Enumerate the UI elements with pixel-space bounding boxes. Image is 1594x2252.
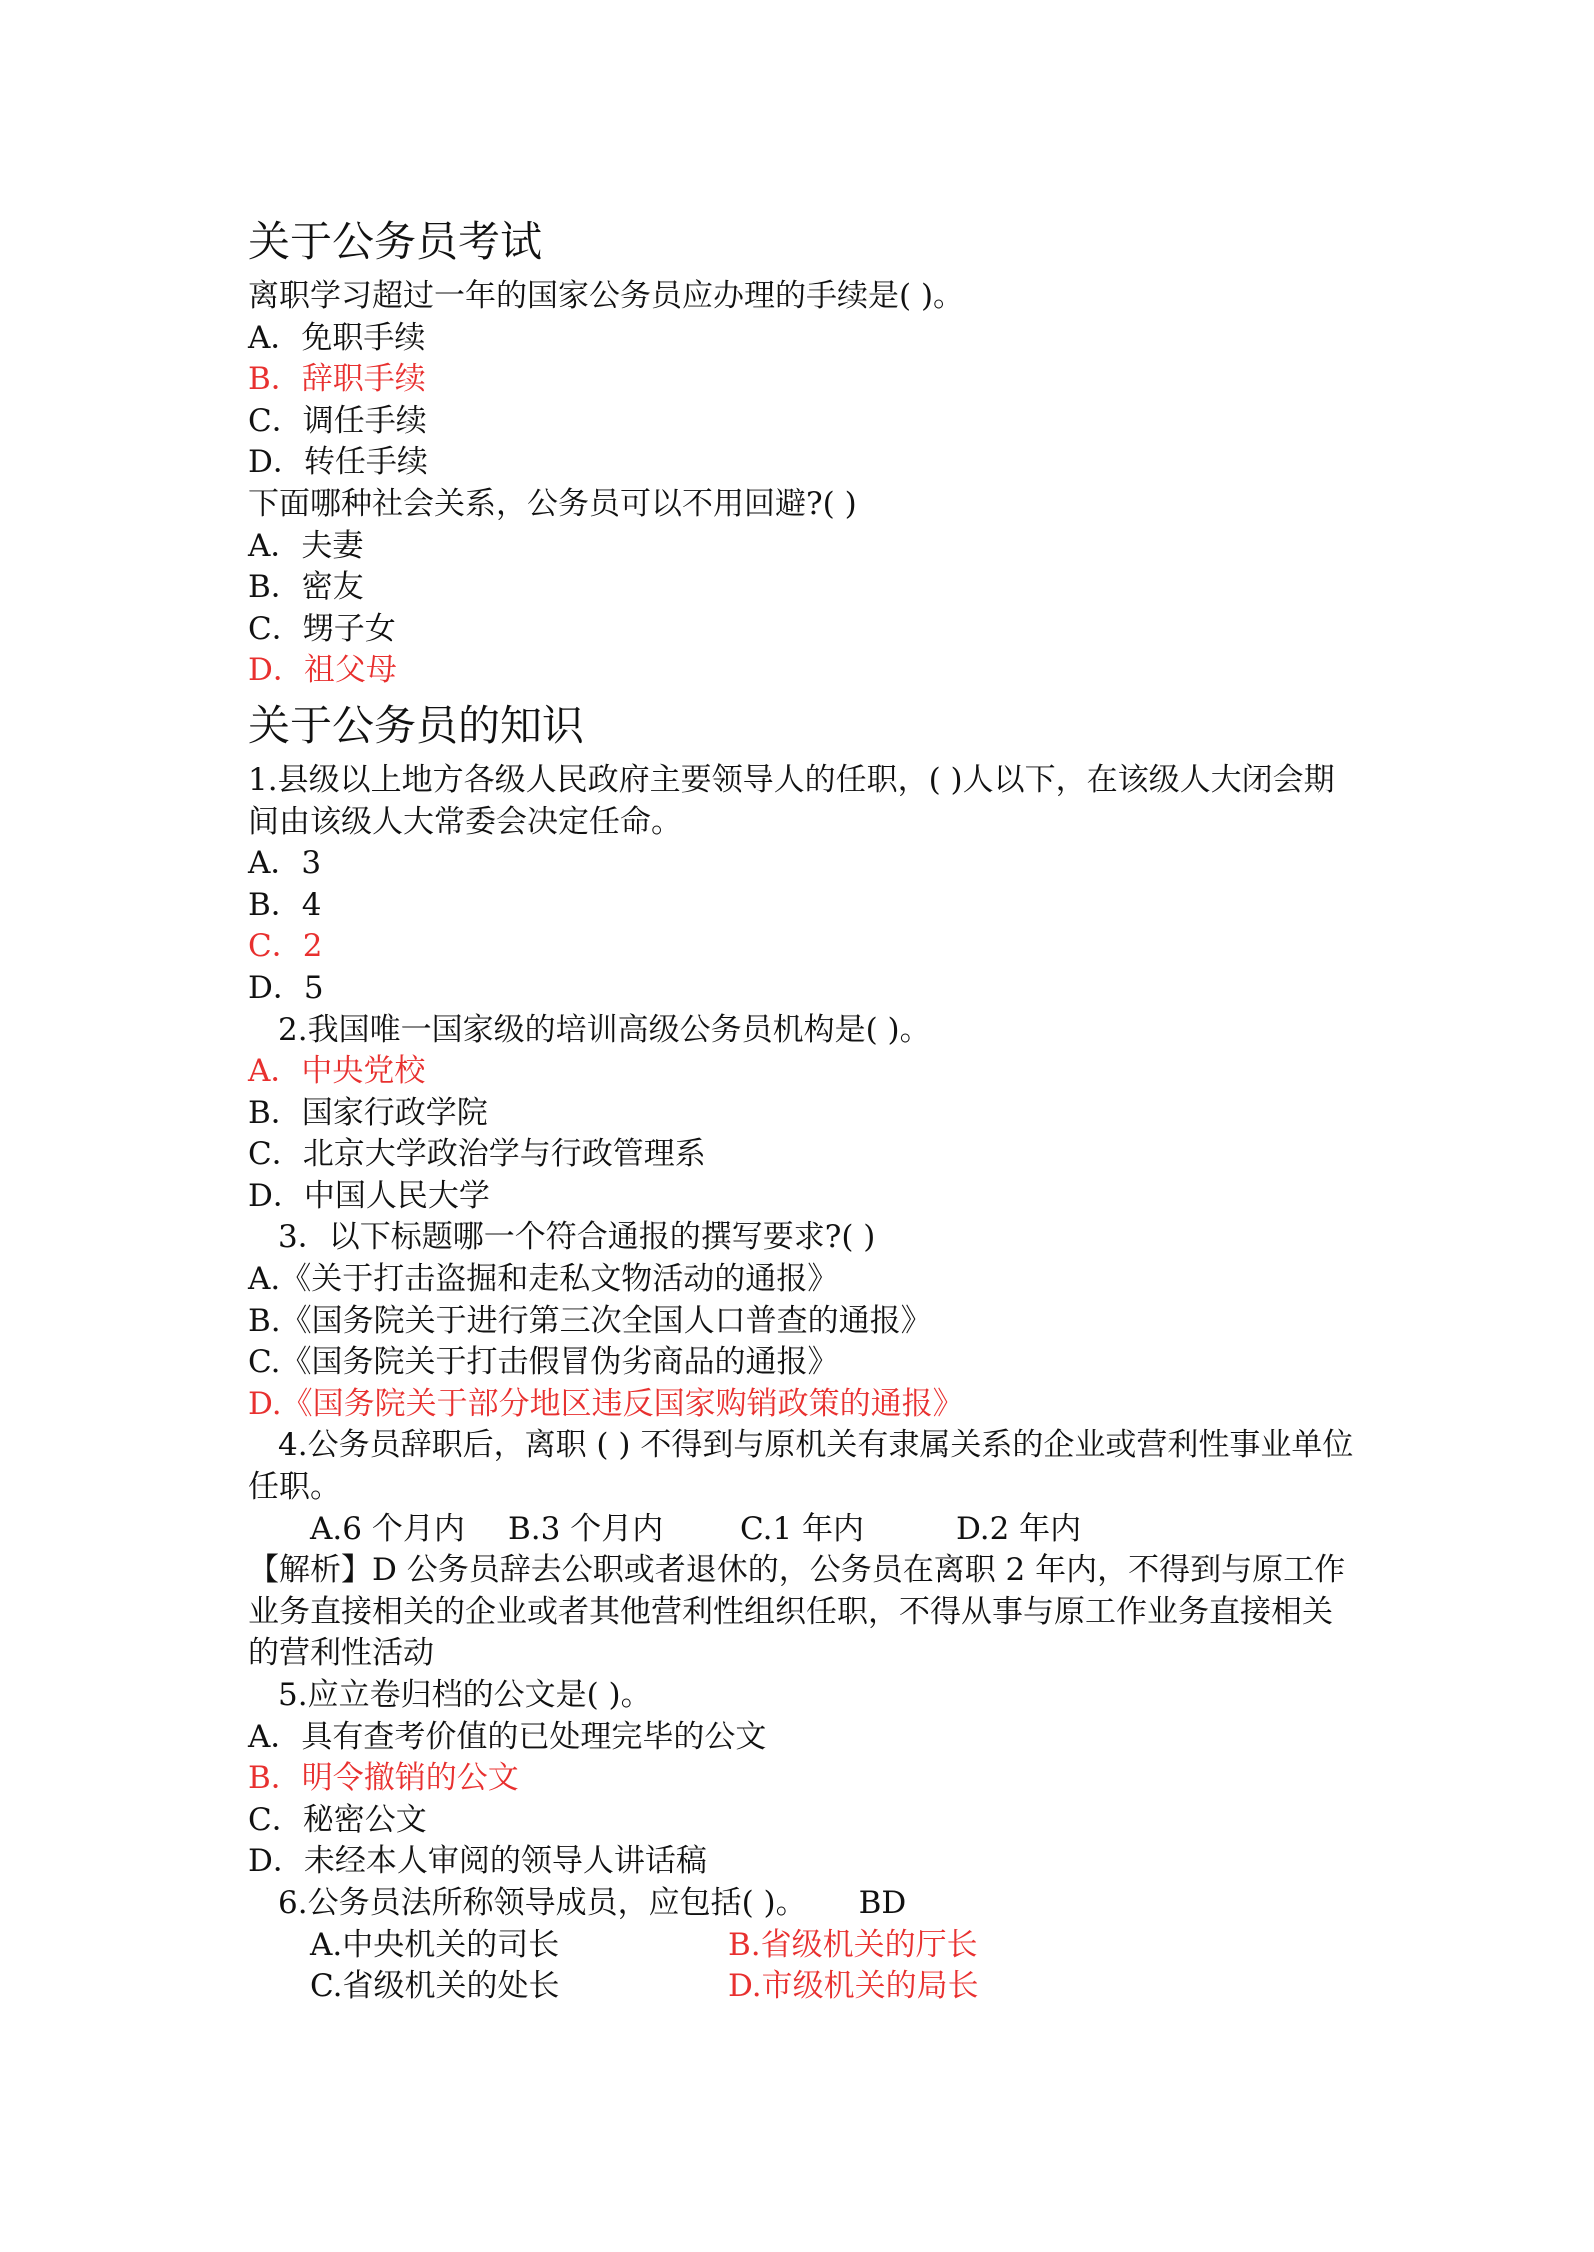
question-stem: 下面哪种社会关系，公务员可以不用回避?( ) (248, 485, 857, 522)
option-c: C.《国务院关于打击假冒伪劣商品的通报》 (248, 1344, 839, 1381)
option-b-answer: B．明令撤销的公文 (248, 1760, 519, 1797)
option-d-answer: D.市级机关的局长 (728, 1968, 979, 2005)
option-b-answer: B.省级机关的厅长 (728, 1926, 978, 1963)
section-title: 关于公务员考试 (248, 217, 543, 266)
option-c: C．秘密公文 (248, 1801, 427, 1838)
option-b: B．国家行政学院 (248, 1094, 488, 1131)
option-a: A．3 (248, 845, 322, 882)
option-d: D．未经本人审阅的领导人讲话稿 (248, 1843, 707, 1880)
question-stem: 离职学习超过一年的国家公务员应办理的手续是( )。 (248, 278, 965, 314)
option-c-answer: C．2 (248, 928, 323, 965)
option-d: D.2 年内 (956, 1510, 1082, 1547)
option-c: C.1 年内 (740, 1510, 865, 1547)
option-b-answer: B．辞职手续 (248, 361, 426, 398)
question-stem-with-answer (248, 1883, 1360, 1925)
option-d: D．5 (248, 969, 324, 1006)
option-c: C．北京大学政治学与行政管理系 (248, 1136, 706, 1173)
question-stem: 1.县级以上地方各级人民政府主要领导人的任职，( )人以下，在该级人大闭会期间由该级人大常委会决定任命。 (248, 761, 1335, 840)
options-row (248, 1925, 1360, 1967)
option-a-answer: A．中央党校 (248, 1053, 426, 1090)
option-d-answer: D.《国务院关于部分地区违反国家购销政策的通报》 (248, 1385, 964, 1422)
option-b: B．密友 (248, 569, 364, 606)
question-stem: 5.应立卷归档的公文是( )。 (278, 1677, 652, 1713)
question-stem: 3．以下标题哪一个符合通报的撰写要求?( ) (278, 1219, 876, 1256)
option-b: B.3 个月内 (508, 1510, 664, 1547)
option-c: C．调任手续 (248, 402, 427, 439)
option-a: A．夫妻 (248, 527, 364, 564)
option-a: A.中央机关的司长 (310, 1926, 560, 1963)
option-d-answer: D．祖父母 (248, 652, 397, 689)
option-a: A.《关于打击盗掘和走私文物活动的通报》 (248, 1261, 839, 1298)
document-body (248, 208, 1360, 2008)
option-a: A．免职手续 (248, 319, 426, 356)
answer-mark: BD (858, 1884, 907, 1921)
option-b: B．4 (248, 886, 322, 923)
options-row (248, 1509, 1360, 1551)
option-c: C．甥子女 (248, 610, 396, 647)
option-b: B.《国务院关于进行第三次全国人口普查的通报》 (248, 1302, 932, 1339)
section-title: 关于公务员的知识 (248, 700, 585, 750)
option-d: D．中国人民大学 (248, 1177, 490, 1214)
option-a: A．具有查考价值的已处理完毕的公文 (248, 1718, 767, 1755)
question-stem: 2.我国唯一国家级的培训高级公务员机构是( )。 (278, 1011, 931, 1048)
question-stem: 4.公务员辞职后，离职 ( ) 不得到与原机关有隶属关系的企业或营利性事业单位任职。 (248, 1427, 1354, 1506)
option-a: A.6 个月内 (310, 1510, 465, 1547)
question-stem: 6.公务员法所称领导成员，应包括( )。 (278, 1884, 807, 1921)
analysis-text: 【解析】D 公务员辞去公职或者退休的，公务员在离职 2 年内，不得到与原工作业务直接相关的企业或者其他营利性组织任职，不得从事与原工作业务直接相关的营利性活动 (248, 1552, 1346, 1672)
option-d: D．转任手续 (248, 444, 428, 481)
option-c: C.省级机关的处长 (310, 1968, 560, 2005)
options-row (248, 1966, 1360, 2008)
